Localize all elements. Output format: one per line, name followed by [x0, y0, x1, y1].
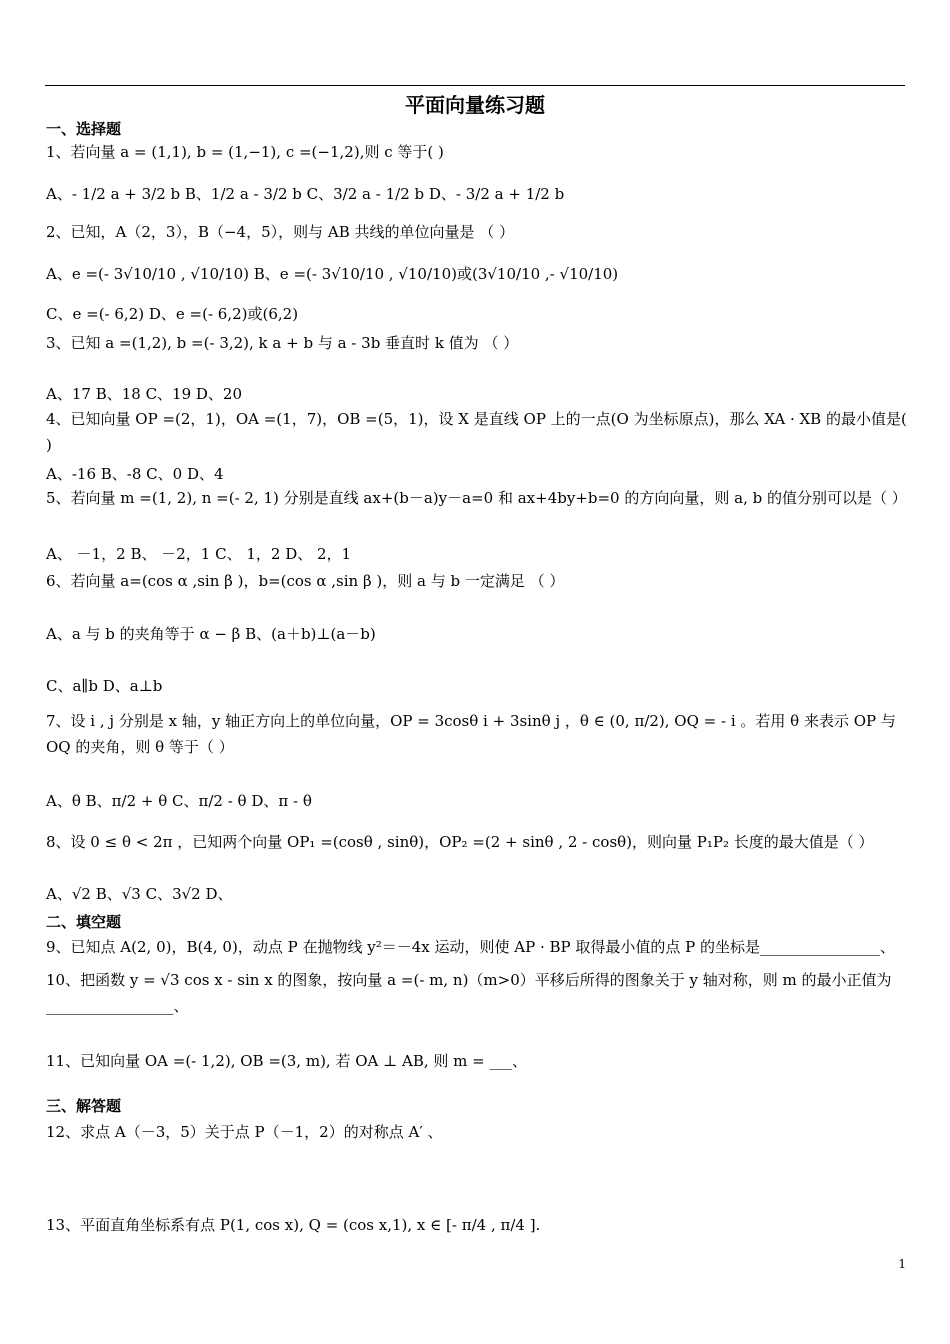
question-6-options-cd: C、a∥b D、a⊥b	[46, 677, 163, 695]
question-1: 1、若向量 a = (1,1), b = (1,−1), c =(−1,2),则 c 等于( )	[46, 143, 444, 161]
question-11: 11、已知向量 OA =(- 1,2), OB =(3, m), 若 OA ⊥ AB, 则 m = ___、	[46, 1052, 527, 1070]
header-rule	[45, 85, 905, 86]
question-7-options: A、θ B、π/2 + θ C、π/2 - θ D、π - θ	[46, 792, 312, 810]
question-4: 4、已知向量 OP =(2，1)，OA =(1，7)，OB =(5，1)，设 X 是直线 OP 上的一点(O 为坐标原点)，那么 XA · XB 的最小值是( )	[46, 410, 907, 454]
question-10: 10、把函数 y = √3 cos x - sin x 的图象，按向量 a =(- m, n)（m>0）平移后所得的图象关于 y 轴对称，则 m 的最小正值为_________________、	[46, 971, 892, 1015]
question-9: 9、已知点 A(2, 0)，B(4, 0)，动点 P 在抛物线 y²＝－4x 运动，则使 AP · BP 取得最小值的点 P 的坐标是________________、	[46, 938, 895, 956]
question-2-options-ab: A、e =(- 3√10/10 , √10/10) B、e =(- 3√10/10 , √10/10)或(3√10/10 ,- √10/10)	[46, 265, 619, 283]
question-13: 13、平面直角坐标系有点 P(1, cos x), Q = (cos x,1), x ∈ [- π/4 , π/4 ].	[46, 1216, 541, 1234]
section-heading-fill: 二、填空题	[46, 913, 122, 931]
question-3: 3、已知 a =(1,2), b =(- 3,2), k a + b 与 a - 3b 垂直时 k 值为 （ ）	[46, 334, 519, 352]
question-5-options: A、 －1，2 B、 －2，1 C、 1，2 D、 2，1	[46, 545, 352, 563]
question-5: 5、若向量 m =(1, 2), n =(- 2, 1) 分别是直线 ax+(b－a)y－a=0 和 ax+4by+b=0 的方向向量，则 a, b 的值分别可以是（ ）	[46, 489, 907, 507]
section-heading-choice: 一、选择题	[46, 120, 122, 138]
question-8-options: A、√2 B、√3 C、3√2 D、	[46, 885, 233, 903]
question-6: 6、若向量 a=(cos α ,sin β )，b=(cos α ,sin β )，则 a 与 b 一定满足 （ ）	[46, 572, 565, 590]
section-heading-solve: 三、解答题	[46, 1097, 122, 1115]
question-7: 7、设 i , j 分别是 x 轴，y 轴正方向上的单位向量，OP = 3cosθ i + 3sinθ j ，θ ∈ (0, π/2), OQ = - i 。若用 θ 来表示 OP 与 OQ 的夹角，则 θ 等于（ ）	[46, 712, 896, 756]
question-1-options: A、- 1/2 a + 3/2 b B、1/2 a - 3/2 b C、3/2 a - 1/2 b D、- 3/2 a + 1/2 b	[46, 185, 565, 203]
question-12: 12、求点 A（－3，5）关于点 P（－1，2）的对称点 A′ 、	[46, 1123, 443, 1141]
question-2: 2、已知，A（2，3），B（−4，5），则与 AB 共线的单位向量是 （ ）	[46, 223, 515, 241]
page-title: 平面向量练习题	[405, 93, 545, 117]
question-3-options: A、17 B、18 C、19 D、20	[46, 385, 243, 403]
question-8: 8、设 0 ≤ θ < 2π ，已知两个向量 OP₁ =(cosθ , sinθ)，OP₂ =(2 + sinθ , 2 - cosθ)，则向量 P₁P₂ 长度的最大值是（ ）	[46, 833, 874, 851]
question-2-options-cd: C、e =(- 6,2) D、e =(- 6,2)或(6,2)	[46, 305, 299, 323]
question-4-options: A、-16 B、-8 C、0 D、4	[46, 465, 224, 483]
question-6-options-ab: A、a 与 b 的夹角等于 α − β B、(a＋b)⊥(a－b)	[46, 625, 376, 643]
page-number: 1	[898, 1257, 906, 1271]
